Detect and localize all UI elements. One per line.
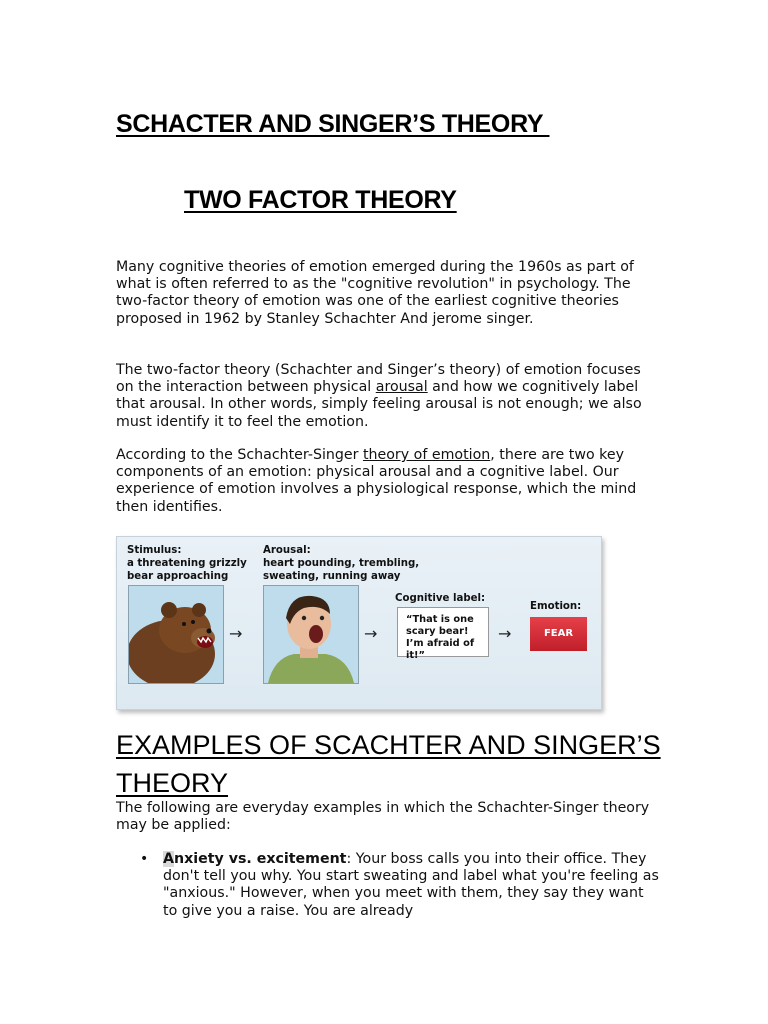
- bear-image: [128, 585, 224, 684]
- theory-of-emotion-link[interactable]: theory of emotion: [362, 447, 491, 463]
- arousal-line1: heart pounding, trembling,: [263, 558, 420, 569]
- example-term: [163, 851, 346, 867]
- cognitive-quote: “That is one scary bear! I’m afraid of it!”: [397, 607, 489, 657]
- term-first-letter: A: [163, 851, 174, 867]
- example-text: : Your boss calls you into their office. They don't tell you why. You start sweating and label what you're feeling as "anxious." However, when you meet with them, they say they want to give you a raise. You are already: [163, 851, 659, 919]
- cognitive-label-head: Cognitive label:: [395, 593, 486, 604]
- paragraph-examples-intro: The following are everyday examples in which the Schachter-Singer theory may be applied:: [116, 800, 650, 834]
- para2-text-before: The two-factor theory (Schachter and Singer’s theory) of emotion focuses on the interaction between physical: [116, 362, 641, 396]
- term-rest: nxiety vs. excitement: [173, 851, 347, 867]
- arrow-icon-3: →: [498, 624, 512, 643]
- two-factor-diagram: [116, 536, 602, 710]
- bear-icon: [129, 586, 223, 683]
- heading-examples: [116, 726, 676, 802]
- arrow-icon-2: →: [364, 624, 378, 643]
- paragraph-two-factor: [116, 362, 656, 431]
- para3-text-after: , there are two key components of an emotion: physical arousal and a cognitive label. Our experience of emotion involves a physiological response, which the mind then identifies.: [116, 447, 637, 515]
- paragraph-intro: Many cognitive theories of emotion emerged during the 1960s as part of what is often referred to as the "cognitive revolution" in psychology. The two-factor theory of emotion was one of the earliest cognitive theories proposed in 1962 by Stanley Schachter And jerome singer.: [116, 259, 634, 327]
- arrow-icon-1: →: [229, 624, 243, 643]
- examples-list: [140, 851, 660, 920]
- scared-man-icon: [264, 586, 358, 683]
- list-item: [140, 851, 660, 920]
- heading-examples-text: EXAMPLES OF SCACHTER AND SINGER’S THEORY: [116, 730, 661, 798]
- arousal-link[interactable]: arousal: [375, 379, 428, 396]
- para3-text-before: According to the Schachter-Singer: [116, 447, 363, 463]
- heading-schacter-singer: SCHACTER AND SINGER’S THEORY: [116, 110, 550, 138]
- paragraph-components: [116, 447, 656, 516]
- heading-two-factor: TWO FACTOR THEORY: [184, 186, 457, 214]
- stimulus-line1: a threatening grizzly: [127, 558, 247, 569]
- man-image: [263, 585, 359, 684]
- arousal-head: Arousal:: [263, 545, 311, 556]
- para2-text-after: and how we cognitively label that arousal. In other words, simply feeling arousal is not enough; we also must identify it to feel the emotion.: [116, 379, 642, 430]
- bullet-icon: •: [140, 851, 149, 867]
- arousal-label: [263, 544, 419, 583]
- stimulus-head: Stimulus:: [127, 545, 182, 556]
- fear-badge: FEAR: [530, 617, 587, 651]
- emotion-label-head: Emotion:: [530, 601, 582, 612]
- stimulus-line2: bear approaching: [127, 571, 229, 582]
- stimulus-label: [127, 544, 247, 583]
- arousal-line2: sweating, running away: [263, 571, 401, 582]
